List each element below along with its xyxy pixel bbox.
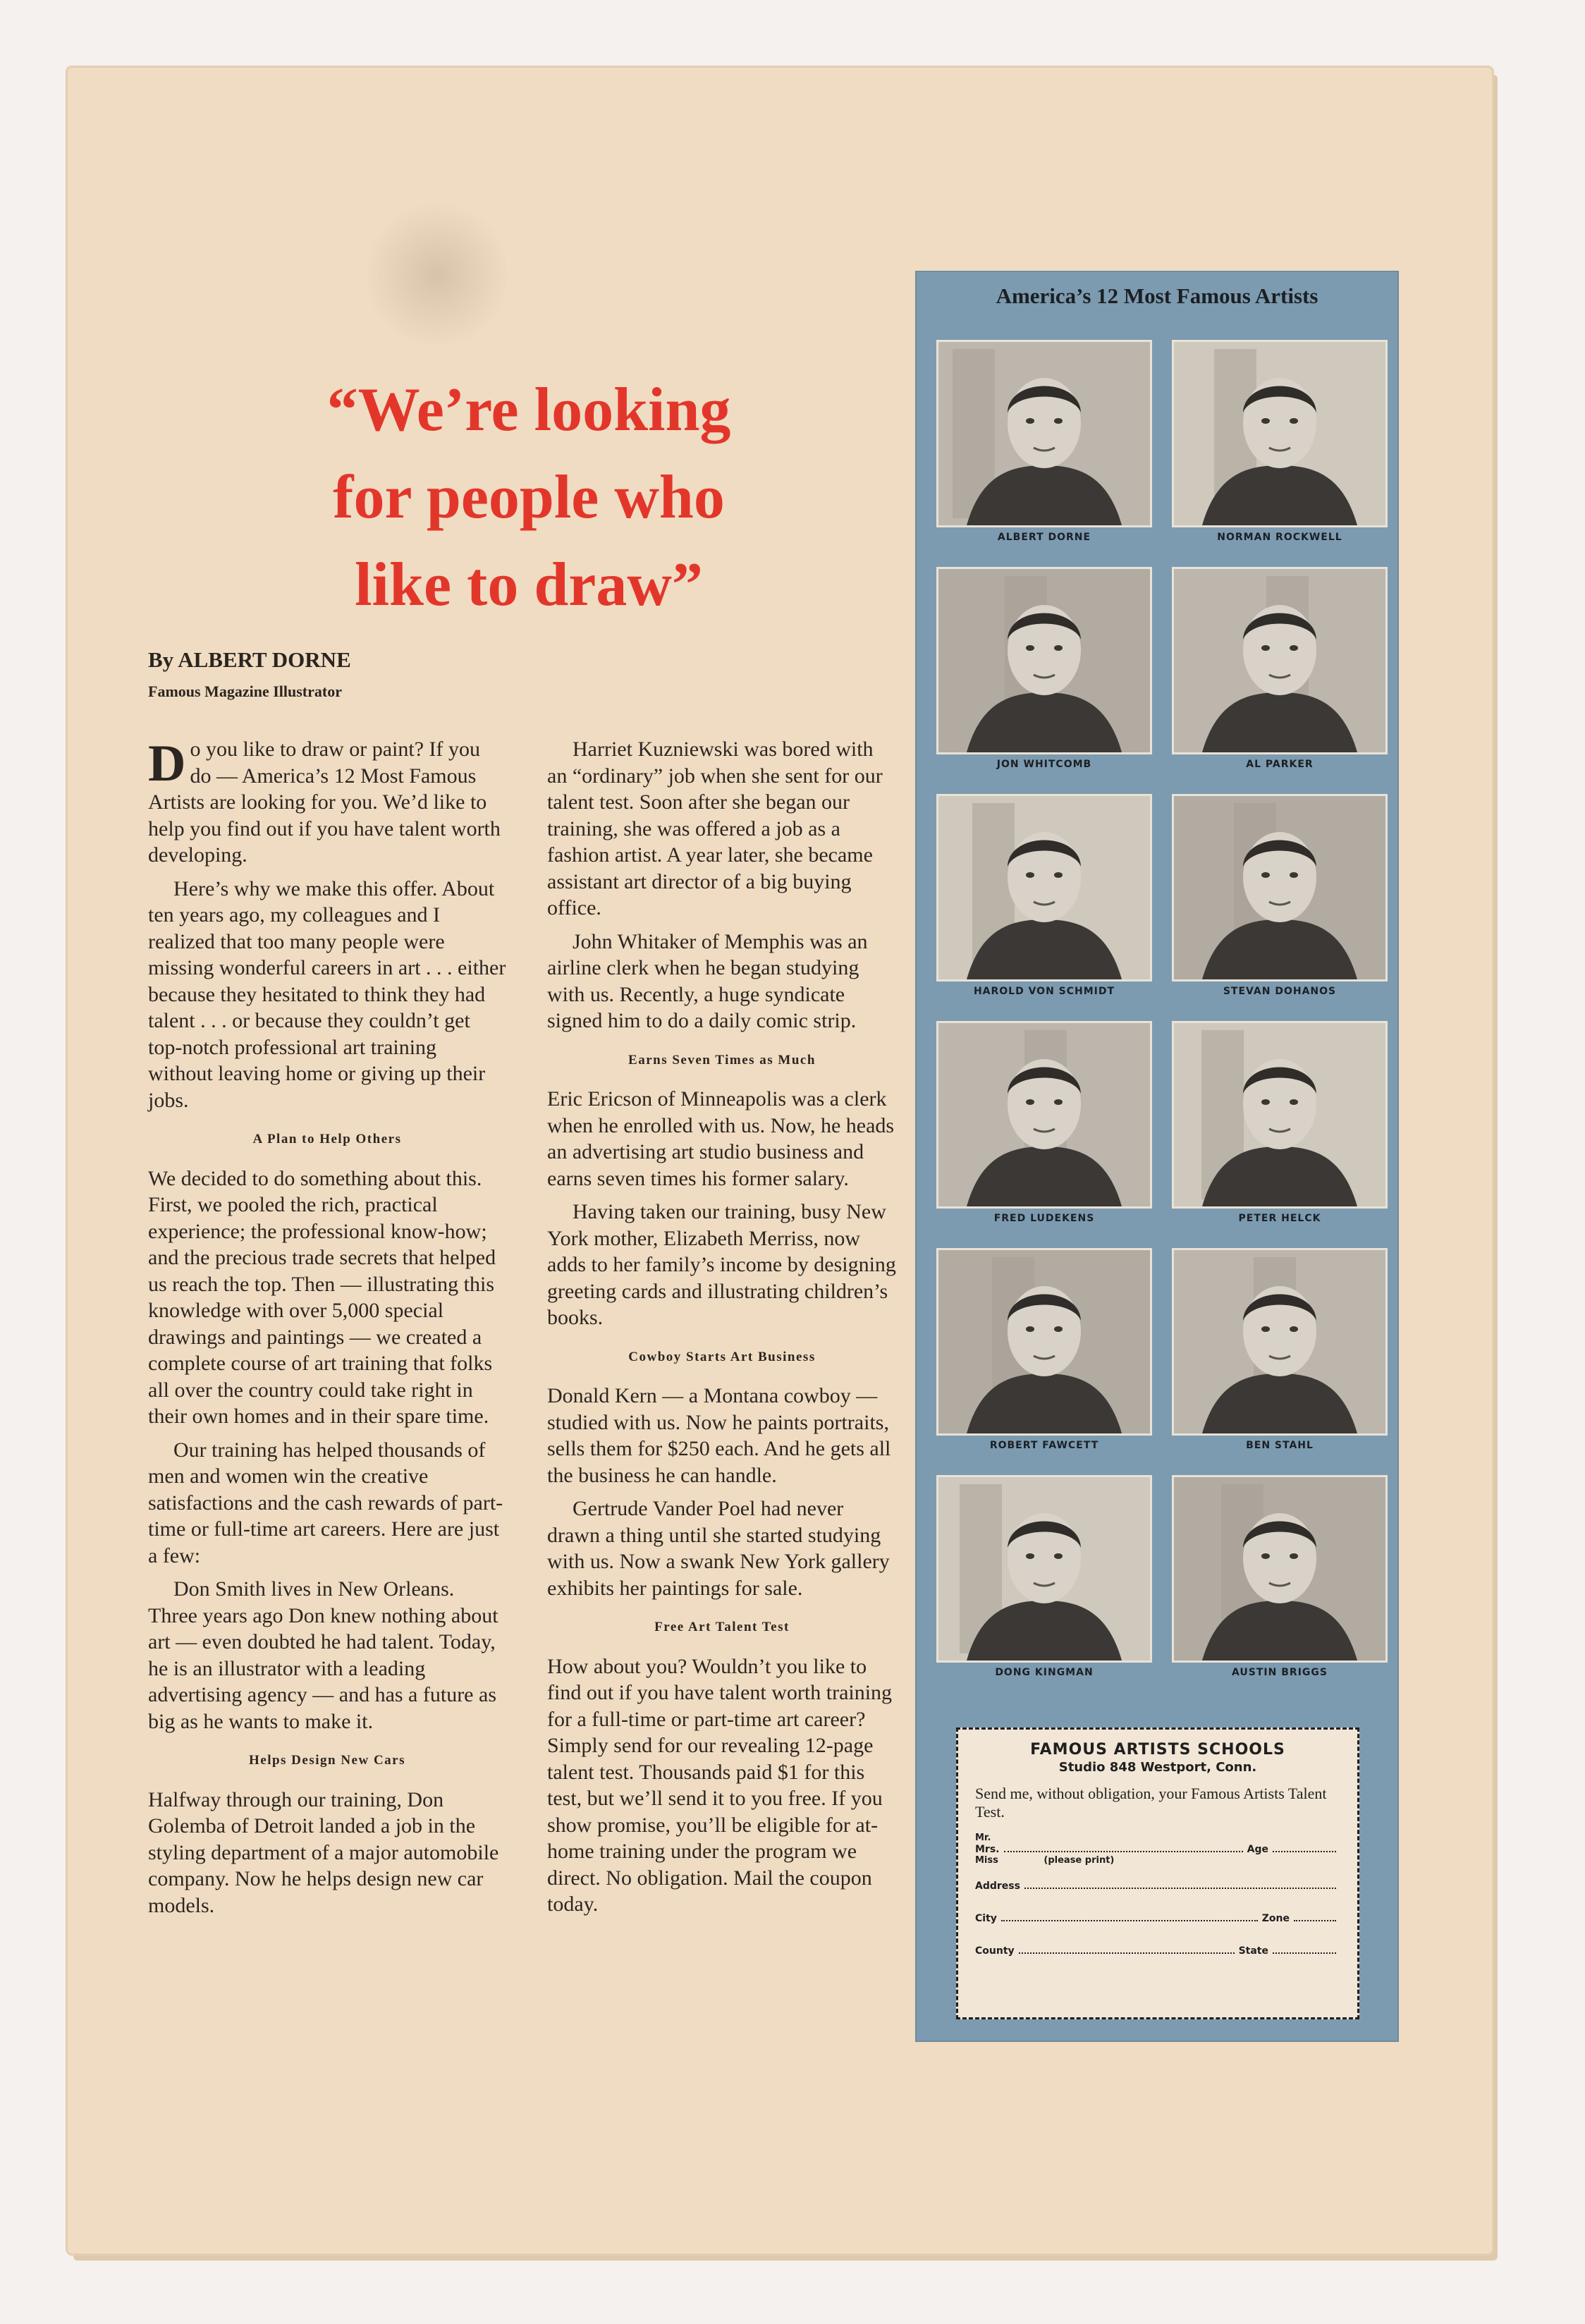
coupon-miss-label: Miss — [975, 1855, 998, 1866]
coupon-mr-label: Mr. — [975, 1833, 991, 1843]
artist-name: PETER HELCK — [1238, 1213, 1321, 1224]
coupon-mrs-label: Mrs. — [975, 1844, 1000, 1855]
artist-portrait — [936, 1021, 1152, 1209]
artist-portrait — [1172, 1021, 1388, 1209]
artist-portrait — [936, 794, 1152, 981]
coupon-county-label: County — [975, 1945, 1015, 1957]
coupon-miss-line — [975, 1855, 1340, 1866]
sidebar-title: America’s 12 Most Famous Artists — [996, 283, 1318, 308]
coupon-county-field[interactable] — [1019, 1952, 1235, 1954]
article-paragraph — [148, 736, 506, 869]
portrait-photo — [938, 342, 1150, 525]
portrait-photo — [938, 1023, 1150, 1206]
article-paragraph: Gertrude Vander Poel had never drawn a thing until she started studying with us. Now a swank New York gallery exhibits her paintings for sale. — [547, 1497, 890, 1600]
coupon-text: Send me, without obligation, your Famous Artists Talent Test. — [975, 1785, 1327, 1821]
coupon-name-field[interactable] — [1004, 1851, 1243, 1852]
portrait-photo — [1174, 1477, 1385, 1661]
artist-name: HAROLD VON SCHMIDT — [973, 986, 1115, 997]
article-paragraph: Here’s why we make this offer. About ten years ago, my colleagues and I realized that too many people were missing wonderful careers in art . . . either because they hesitated to think they had talent . . . or because they couldn’t get top-notch professional art training without leaving home or giving up their jobs. — [148, 876, 506, 1112]
headline — [240, 367, 818, 629]
headline-line-2: for people who — [333, 463, 725, 532]
drop-cap: D — [148, 735, 186, 793]
portrait-photo — [1174, 1250, 1385, 1433]
article-paragraph: Our training has helped thousands of men and women win the creative satisfactions and the cash rewards of part-time or full-time art careers. Here are just a few: — [148, 1438, 503, 1567]
artist-name: STEVAN DOHANOS — [1223, 986, 1337, 997]
artist-portrait — [1172, 340, 1388, 527]
artist-name: AUSTIN BRIGGS — [1232, 1667, 1328, 1678]
coupon-city-label: City — [975, 1913, 997, 1924]
portrait-photo — [938, 1250, 1150, 1433]
headline-line-3: like to draw” — [355, 551, 703, 619]
artist-portrait — [936, 567, 1152, 754]
coupon-zone-field[interactable] — [1294, 1920, 1336, 1921]
portrait-photo — [1174, 569, 1385, 752]
coupon-title: FAMOUS ARTISTS SCHOOLS — [1030, 1741, 1285, 1759]
portrait-photo — [938, 1477, 1150, 1661]
subhead: Cowboy Starts Art Business — [628, 1349, 816, 1364]
article-paragraph: Eric Ericson of Minneapolis was a clerk when he enrolled with us. Now, he heads an advertising art studio business and earns seven times his former salary. — [547, 1087, 895, 1190]
article-paragraph: How about you? Wouldn’t you like to find out if you have talent worth training for a full-time or part-time art career? Simply send for our revealing 12-page talent test. Thousands paid $1 for this test, but we’ll send it to you free. If you show promise, you’ll be eligible for at-home training under the program we direct. No obligation. Mail the coupon today. — [547, 1654, 893, 1916]
coupon-age-label: Age — [1247, 1844, 1268, 1855]
coupon-zone-label: Zone — [1261, 1913, 1290, 1924]
article-paragraph: Having taken our training, busy New York mother, Elizabeth Merriss, now adds to her family’s income by designing greeting cards and illustrating children’s books. — [547, 1200, 896, 1329]
coupon-address: Studio 848 Westport, Conn. — [1058, 1760, 1257, 1775]
article-paragraph: Don Smith lives in New Orleans. Three years ago Don knew nothing about art — even doubted he had talent. Today, he is an illustrator with a leading advertising agency — and has a future as big as he wants to make it. — [148, 1577, 498, 1733]
famous-artists-sidebar — [915, 271, 1399, 2042]
coupon-name-line — [975, 1844, 1340, 1855]
coupon-please-print: (please print) — [1044, 1855, 1115, 1866]
coupon-address-field[interactable] — [1024, 1888, 1336, 1889]
article-paragraph: John Whitaker of Memphis was an airline clerk when he began studying with us. Recently, a huge syndicate signed him to do a daily comic strip. — [547, 929, 868, 1032]
portrait-photo — [1174, 1023, 1385, 1206]
artist-portrait — [1172, 794, 1388, 981]
coupon-address-label: Address — [975, 1880, 1020, 1892]
portrait-photo — [1174, 342, 1385, 525]
subhead: Free Art Talent Test — [654, 1620, 790, 1634]
coupon-age-field[interactable] — [1273, 1851, 1336, 1852]
coupon-county-line — [975, 1945, 1340, 1957]
artist-name: NORMAN ROCKWELL — [1217, 532, 1342, 543]
article-paragraph: Donald Kern — a Montana cowboy — studied with us. Now he paints portraits, sells them for $250 each. And he gets all the business he can handle. — [547, 1384, 891, 1487]
portrait-photo — [938, 569, 1150, 752]
headline-line-1: “We’re looking — [326, 376, 731, 444]
article-paragraph: Harriet Kuzniewski was bored with an “ordinary” job when she sent for our talent test. Soon after she began our training, she was offered a job as a fashion artist. A year later, she became assistant art director of a big buying office. — [547, 738, 883, 919]
article-column-1 — [148, 736, 506, 1926]
paragraph-text: o you like to draw or paint? If you do — America’s 12 Most Famous Artists are looking for you. We’d like to help you find out if you have talent worth developing. — [148, 738, 501, 867]
artist-name: JON WHITCOMB — [996, 759, 1092, 770]
subhead: Helps Design New Cars — [248, 1753, 406, 1768]
artist-portrait — [1172, 567, 1388, 754]
subhead: A Plan to Help Others — [252, 1132, 402, 1146]
artist-name: BEN STAHL — [1246, 1440, 1314, 1451]
portrait-photo — [938, 796, 1150, 979]
artist-name: DONG KINGMAN — [995, 1667, 1094, 1678]
artist-portrait — [936, 1248, 1152, 1436]
artist-portrait — [1172, 1248, 1388, 1436]
mail-in-coupon — [956, 1727, 1359, 2019]
coupon-address-line — [975, 1880, 1340, 1892]
byline-role: Famous Magazine Illustrator — [148, 683, 342, 700]
coupon-city-line — [975, 1913, 1340, 1924]
artist-name: ALBERT DORNE — [997, 532, 1091, 543]
artist-name: ROBERT FAWCETT — [989, 1440, 1099, 1451]
article-column-2 — [547, 736, 897, 1925]
article-paragraph: We decided to do something about this. First, we pooled the rich, practical experience; the professional know-how; and the precious trade secrets that helped us reach the top. Then — illustrating this knowledge with over 5,000 special drawings and paintings — we created a complete course of art training that folks all over the country could take right in their own homes and in their spare time. — [148, 1166, 496, 1428]
paper-stain — [367, 197, 508, 353]
artist-name: FRED LUDEKENS — [993, 1213, 1095, 1224]
subhead: Earns Seven Times as Much — [628, 1052, 816, 1068]
byline-author: By ALBERT DORNE — [148, 647, 351, 672]
artist-portrait — [936, 1475, 1152, 1663]
portrait-photo — [1174, 796, 1385, 979]
coupon-city-field[interactable] — [1001, 1920, 1258, 1921]
coupon-state-label: State — [1238, 1945, 1268, 1957]
artist-name: AL PARKER — [1246, 759, 1314, 770]
coupon-state-field[interactable] — [1273, 1952, 1336, 1954]
artist-portrait — [936, 340, 1152, 527]
article-paragraph: Halfway through our training, Don Golemba of Detroit landed a job in the styling department of a major automobile company. Now he helps design new car models. — [148, 1787, 499, 1917]
artist-portrait — [1172, 1475, 1388, 1663]
